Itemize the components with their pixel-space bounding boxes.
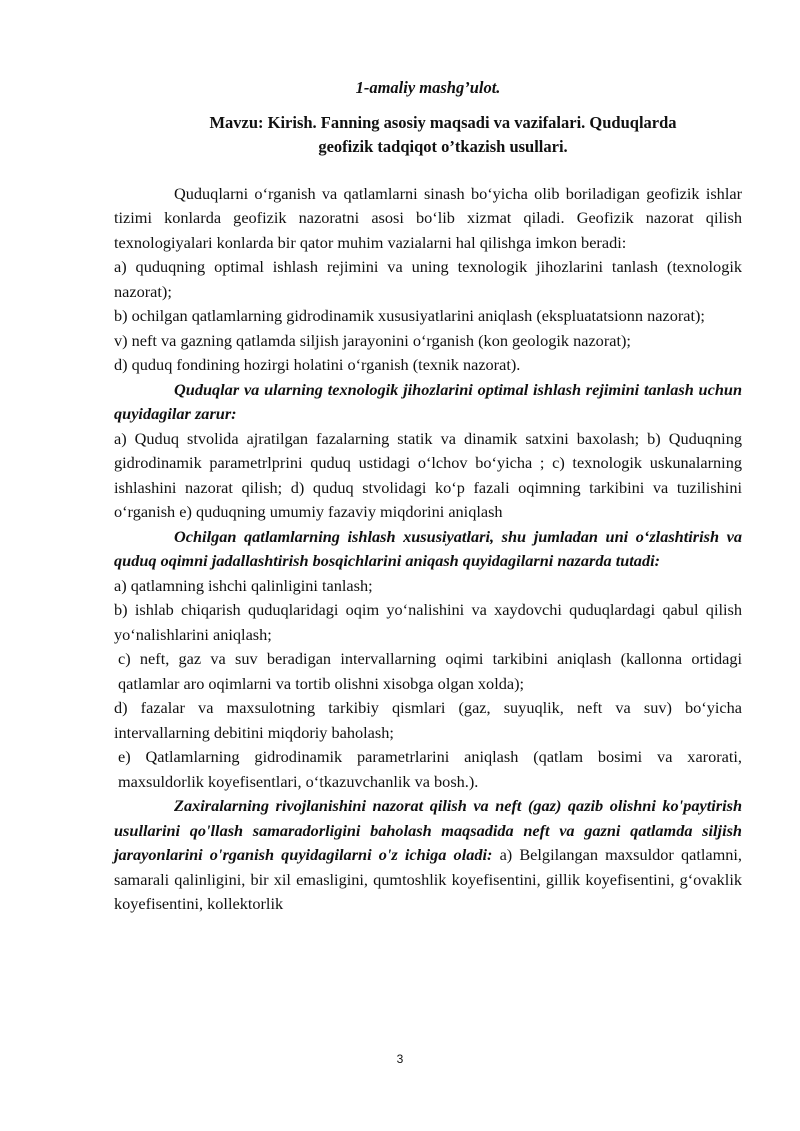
paragraph — [114, 794, 742, 917]
list-item: d) fazalar va maxsulotning tarkibiy qismlari (gaz, suyuqlik, neft va suv) bo‘yicha intervallarning debitini miqdoriy baholash; — [114, 698, 742, 742]
page-title: 1-amaliy mashg’ulot. — [355, 78, 501, 97]
list-item: a) qatlamning ishchi qalinligini tanlash; — [114, 575, 373, 595]
list-item: v) neft va gazning qatlamda siljish jarayonini o‘rganish (kon geologik nazorat); — [114, 330, 631, 350]
list-item: a) quduqning optimal ishlash rejimini va uning texnologik jihozlarini tanlash (texnologik nazorat); — [114, 257, 742, 301]
list-item: d) quduq fondining hozirgi holatini o‘rganish (texnik nazorat). — [114, 355, 521, 374]
section-heading: Quduqlar va ularning texnologik jihozlarini optimal ishlash rejimini tanlash uchun quyidagilar zarur: — [114, 379, 742, 423]
topic-line-1: Mavzu: Kirish. Fanning asosiy maqsadi va vazifalari. Quduqlarda — [209, 112, 677, 132]
section-heading: Zaxiralarning rivojlanishini nazorat qilish va neft (gaz) qazib olishni ko'paytirish usullarini qo'llash samaradorligini baholash maqsadida neft va gazni qatlamda siljish jarayonlarini o'rganish quyidagilarni o'z ichiga oladi: — [114, 796, 742, 864]
page-number: 3 — [396, 1052, 404, 1066]
paragraph: a) Quduq stvolida ajratilgan fazalarning statik va dinamik satxini baxolash; b) Quduqning gidrodinamik parametrlprini quduq ustidagi o‘lchov bo‘yicha ; c) texnologik uskunalarning ishlashini nazorat qilish; d) quduq stvolidagi ko‘p fazali oqimning tarkibini va tuzilishini o‘rganish e) quduqning umumiy fazaviy miqdorini aniqlash — [114, 428, 742, 521]
list-item: b) ochilgan qatlamlarning gidrodinamik xususiyatlarini aniqlash (ekspluatatsionn nazorat); — [114, 306, 705, 325]
list-item: b) ishlab chiqarish quduqlaridagi oqim yo‘nalishini va xaydovchi quduqlardagi qabul qilish yo‘nalishlarini aniqlash; — [114, 600, 742, 644]
topic-line-2: geofizik tadqiqot o’tkazish usullari. — [318, 137, 568, 156]
intro-paragraph: Quduqlarni o‘rganish va qatlamlarni sinash bo‘yicha olib boriladigan geofizik ishlar tizimi konlarda geofizik nazoratni asosi bo‘lib xizmat qiladi. Geofizik nazorat qilish texnologiyalari konlarda bir qator muhim vazialarni hal qilishga imkon beradi: — [114, 183, 742, 252]
topic-heading — [114, 111, 742, 160]
document-page — [114, 76, 742, 917]
section-heading: Ochilgan qatlamlarning ishlash xususiyatlari, shu jumladan uni o‘zlashtirish va quduq oqimni jadallashtirish bosqichlarini aniqash quyidagilarni nazarda tutadi: — [114, 526, 742, 570]
list-item: e) Qatlamlarning gidrodinamik parametrlarini aniqlash (qatlam bosimi va xarorati, maxsuldorlik koyefisentlari, o‘tkazuvchanlik va bosh.). — [118, 747, 742, 791]
list-item: c) neft, gaz va suv beradigan intervallarning oqimi tarkibini aniqlash (kallonna ortidagi qatlamlar aro oqimlarni va tortib olishni xisobga olgan xolda); — [118, 649, 742, 693]
paragraph-text: a) Belgilangan maxsuldor qatlamni, samarali qalinligini, bir xil emasligini, qumtoshlik koyefisentini, gillik koyefisentini, g‘ovaklik koyefisentini, kollektorlik — [114, 845, 742, 913]
